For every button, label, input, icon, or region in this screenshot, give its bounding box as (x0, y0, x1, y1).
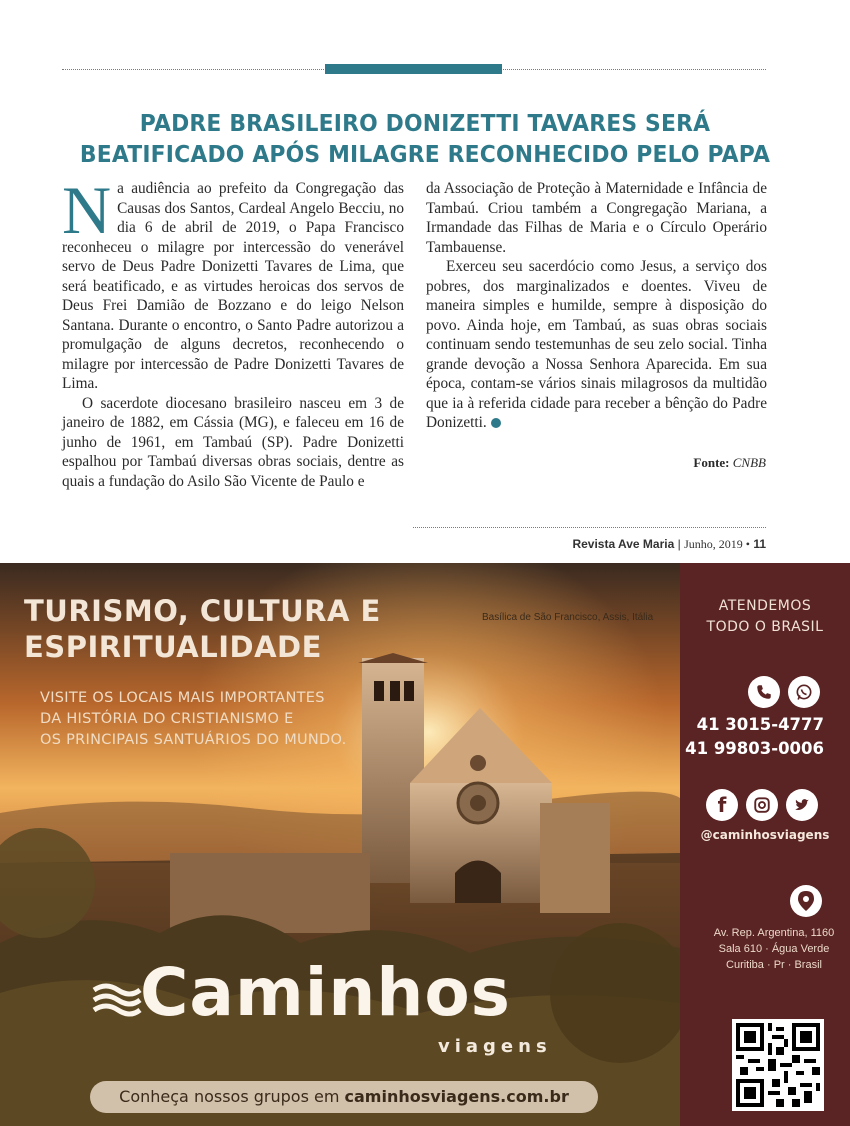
headline-line-2: BEATIFICADO APÓS MILAGRE RECONHECIDO PELO PAPA (79, 140, 771, 168)
ad-subtitle-line-1: VISITE OS LOCAIS MAIS IMPORTANTES (40, 690, 325, 706)
contact-panel (680, 563, 850, 1126)
article-column-left (62, 172, 404, 491)
drop-cap: N (62, 172, 112, 248)
ad-title (24, 593, 394, 665)
paragraph-1-text: a audiência ao prefeito da Congregação das Causas dos Santos, Cardeal Angelo Becciu, no dia 6 de abril de 2019, o Papa Francisco reconheceu o milagre por intercessão do venerável servo de Deus Padre Donizetti Tavares de Lima, que será beatificado, e as virtudes heroicas dos servos de Deus Frei Damião de Bozzano e do leigo Nelson Santana. Durante o encontro, o Santo Padre autorizou a promulgação de alguns decretos, reconhecendo o milagre por intercessão de Padre Donizetti Tavares de Lima. (62, 180, 404, 392)
social-icons (706, 789, 818, 821)
brand-subtitle: viagens (438, 1036, 552, 1057)
magazine-name: Revista Ave Maria (572, 537, 675, 551)
address-line-2: Sala 610 · Água Verde (718, 943, 830, 955)
ad-title-line-1: TURISMO, CULTURA E (24, 594, 381, 628)
source-label: Fonte: (693, 455, 730, 470)
paragraph-3 (426, 257, 767, 433)
address-line-1: Av. Rep. Argentina, 1160 (713, 927, 835, 939)
ad-subtitle (40, 688, 380, 751)
location-pin-icon (790, 885, 822, 917)
brand-name: Caminhos (140, 954, 511, 1031)
cta-banner (90, 1081, 598, 1113)
panel-heading-line-1: ATENDEMOS (718, 598, 812, 614)
whatsapp-icon[interactable] (788, 676, 820, 708)
ad-subtitle-line-2: DA HISTÓRIA DO CRISTIANISMO E (40, 711, 294, 727)
article-source (693, 455, 766, 471)
section-accent-bar (325, 64, 502, 74)
paragraph-3-text: Exerceu seu sacerdócio como Jesus, a serviço dos pobres, dos marginalizados e doentes. Viveu de maneira simples e humilde, sempre à disposição do povo. Ainda hoje, em Tambaú, as suas obras sociais continuam sendo testemunhas de seu zelo social. Tinha grande devoção a Nossa Senhora Aparecida. Em sua época, contam-se vários sinais milagrosos da multidão que ia à referida cidade para receber a bênção do Padre Donizetti. (426, 258, 767, 431)
folio-separator: | (677, 537, 681, 551)
paragraph-2: O sacerdote diocesano brasileiro nasceu em 3 de janeiro de 1882, em Cássia (MG), e faleceu em 16 de junho de 1961, em Tambaú (SP). Padre Donizetti espalhou por Tambaú diversas obras sociais, dentre as quais a fundação do Asilo São Vicente de Paulo e (62, 394, 404, 490)
qr-code-icon[interactable] (732, 1019, 824, 1111)
ad-title-line-2: ESPIRITUALIDADE (24, 630, 322, 664)
phone-number-1[interactable]: 41 3015-4777 (696, 715, 824, 734)
phone-icon[interactable] (748, 676, 780, 708)
cta-prefix: Conheça nossos grupos em (119, 1087, 345, 1106)
page-number: 11 (753, 537, 766, 551)
end-of-article-dot-icon (491, 418, 501, 428)
phone-number-2[interactable]: 41 99803-0006 (685, 739, 824, 758)
address (680, 925, 850, 973)
twitter-icon[interactable] (786, 789, 818, 821)
panel-heading (680, 596, 850, 638)
article-headline (67, 108, 783, 170)
footer-dotted-rule (413, 527, 766, 528)
brand-logo (92, 954, 572, 1057)
facebook-icon[interactable]: f (706, 789, 738, 821)
social-handle[interactable]: @caminhosviagens (700, 828, 830, 842)
panel-heading-line-2: TODO O BRASIL (706, 619, 824, 635)
article-column-right (426, 179, 767, 433)
photo-caption: Basílica de São Francisco, Assis, Itália (482, 612, 654, 623)
paragraph-2-continued: da Associação de Proteção à Maternidade e Infância de Tambaú. Criou também a Congregação Mariana, a Irmandade das Filhas de Maria e o Círculo Operário Tambauense. (426, 180, 767, 256)
ad-subtitle-line-3: OS PRINCIPAIS SANTUÁRIOS DO MUNDO. (40, 732, 347, 748)
wave-logo-icon (92, 978, 142, 1018)
paragraph-1 (62, 172, 404, 394)
address-line-3: Curitiba · Pr · Brasil (726, 959, 822, 971)
page-footer (572, 537, 766, 552)
website-link[interactable]: caminhosviagens.com.br (344, 1087, 569, 1106)
contact-icons (748, 676, 820, 708)
instagram-icon[interactable] (746, 789, 778, 821)
headline-line-1: PADRE BRASILEIRO DONIZETTI TAVARES SERÁ (139, 109, 711, 137)
issue-date: Junho, 2019 • (684, 537, 750, 551)
advertisement (0, 563, 850, 1126)
source-name: CNBB (732, 455, 766, 470)
